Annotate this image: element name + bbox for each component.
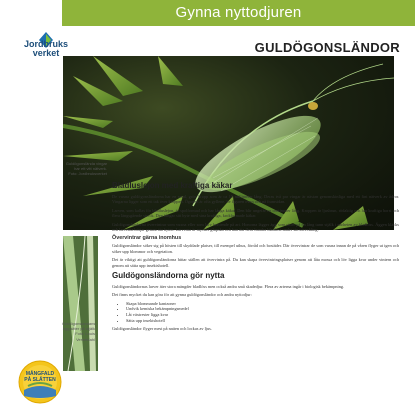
banner-title: Gynna nyttodjuren: [175, 4, 302, 21]
body-paragraph: Guldögonsländornas larver äter stora mängder bladlöss men också andra små skadedjur. Flera av arterna ingår i biologisk bekämpning.: [112, 284, 345, 290]
side-photo-caption: [62, 321, 95, 342]
caption-line: Guldögonslandans: [62, 321, 96, 326]
mangfald-pa-slatten-badge-icon: [18, 360, 62, 404]
caption-line: Guldögonslända vingar: [65, 161, 107, 166]
list-item: • Undvik kemiska bekämpningsmedel: [126, 306, 399, 312]
article-body: [112, 181, 399, 335]
header-banner: [62, 0, 415, 26]
caption-line: ägg sitter på stjälk: [62, 326, 95, 332]
tips-list: [112, 301, 399, 323]
body-paragraph: Det finns mycket du kan göra för att gynna guldögonsländor och andra nyttodjur:: [112, 292, 252, 298]
main-photo-caption: [62, 161, 107, 177]
caption-line: Foto: Louis Verketdahl: [75, 331, 95, 342]
section-heading: Guldögonsländorna gör nytta: [112, 271, 225, 281]
list-item: • Sätta upp insektshotell: [126, 318, 399, 324]
body-paragraph: De vuxna guldögonsländorna har en smal, grön kropp som är ca 15 millimeter lång. Deras två par vingar är nästan genomskinliga med ett fint nätverk av ådror. Vingarna ligger som ett tak över kroppen. Ögonen är ofta gyllene. Se figuren ovan och på framsidan.: [112, 194, 399, 205]
logo-text-line1: Jordbruks: [23, 39, 68, 49]
body-paragraph: Det är viktigt att guldögonsländorna hittar ställen att övervintra på. Du kan skapa övervintringsplatser genom att låta mossa och löv ligga kvar under vintern och genom att sätta upp insektshotell.: [112, 257, 399, 268]
body-paragraph: Guldögonsländor söker sig på hösten till skyddade platser, till exempel uthus, förråd och bostäder. Där övervintrar de som vuxna innan de på våren flyger ut igen och söker upp blommor och vegetation.: [112, 243, 399, 254]
list-item: • Låt växtrester ligga kvar: [126, 312, 399, 318]
logo-text-line2: verket: [32, 48, 60, 58]
body-paragraph: Guldögonsländor flyger mest på natten och lockas av ljus.: [112, 326, 212, 332]
body-paragraph: Guldögonsländorna övervintrar som vuxna eller som larv beroende på art. Honorna lägger ägg som sitter på en lång tunn stjälk i närheten av bladlöss. Äggen kläcks och larverna börjar genast äta byten. Larverna är mycket glupska och kan äta flera hundra bladlöss under sin utveckling.: [112, 221, 399, 233]
caption-line: har ett vitt nätverk.: [74, 166, 107, 172]
document-title: GULDÖGONSLÄNDOR: [254, 40, 400, 55]
badge-text-line1: MÅNGFALD: [25, 371, 55, 377]
subsection-heading: Övervintrar gärna inomhus: [112, 235, 182, 242]
section-heading: Bladluslejon med kraftiga käkar: [112, 181, 233, 190]
caption-line: Foto: Jordbruksverket: [68, 171, 107, 177]
body-paragraph: Larven, som kallas för bladluslejon, är spolformad och har långa käkar. Den blir ungefär en centimeter lång. Kroppen är ljusbrun, rödaktig och har kraftiga borst och flera längsgående streck. Den fångar sitt byte med sina kraftiga, krokformade käkar.: [112, 207, 399, 219]
badge-text-line2: PÅ SLÄTTEN: [24, 377, 56, 383]
list-item: • Skapa blommande kantzoner: [126, 301, 399, 307]
lacewing-eggs-photo: [63, 236, 98, 371]
